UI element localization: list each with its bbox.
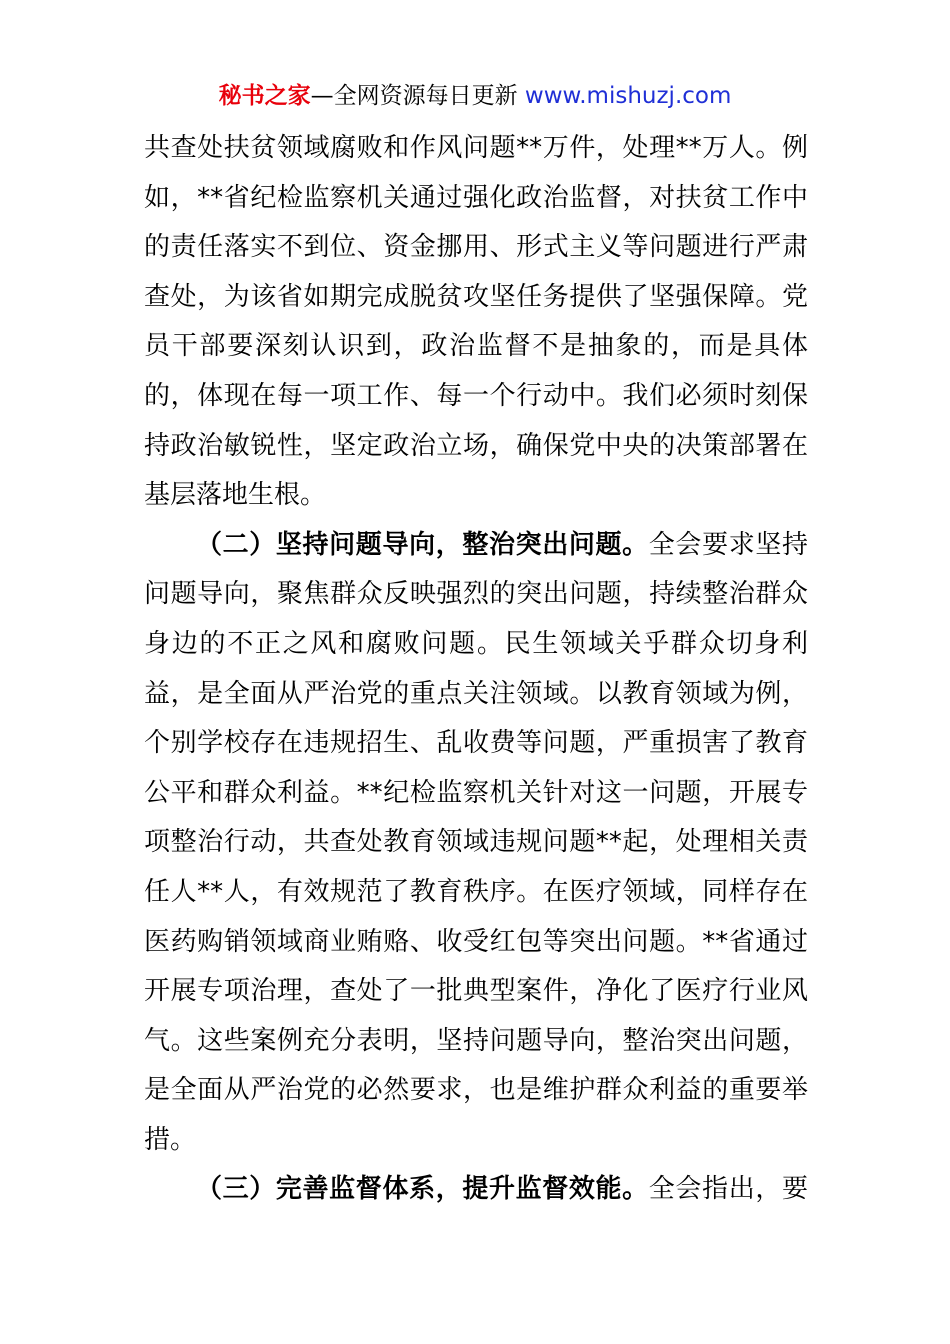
paragraph-line: 基层落地生根。 (144, 480, 327, 511)
paragraph-line: 气。这些案例充分表明，坚持问题导向，整治突出问题， (144, 1025, 808, 1056)
paragraph-line: 查处，为该省如期完成脱贫攻坚任务提供了坚强保障。党 (144, 281, 808, 312)
section-heading-line (144, 1165, 808, 1215)
site-url: www.mishuzj.com (524, 83, 732, 109)
paragraph-line: 项整治行动，共查处教育领域违规问题**起，处理相关责 (144, 827, 808, 858)
paragraph-line: 员干部要深刻认识到，政治监督不是抽象的，而是具体 (144, 331, 808, 362)
paragraph-line: 持政治敏锐性，坚定政治立场，确保党中央的决策部署在 (144, 430, 808, 461)
paragraph-text: 全会要求坚持 (648, 529, 808, 560)
document-body (144, 124, 808, 1215)
header-tagline: —全网资源每日更新 (310, 83, 525, 109)
section-heading-line (144, 521, 808, 571)
paragraph-line: 是全面从严治党的必然要求，也是维护群众利益的重要举 (144, 1075, 808, 1106)
paragraph-line: 公平和群众利益。**纪检监察机关针对这一问题，开展专 (144, 777, 808, 808)
paragraph-line: 共查处扶贫领域腐败和作风问题**万件，处理**万人。例 (144, 133, 808, 163)
paragraph-line: 开展专项治理，查处了一批典型案件，净化了医疗行业风 (144, 976, 808, 1007)
paragraph-line: 如，**省纪检监察机关通过强化政治监督，对扶贫工作中 (144, 182, 808, 213)
paragraph-line: 任人**人，有效规范了教育秩序。在医疗领域，同样存在 (144, 876, 808, 907)
paragraph-text: 全会指出，要 (648, 1174, 808, 1205)
site-header (0, 80, 950, 112)
paragraph-line: 措。 (144, 1124, 197, 1155)
paragraph-line: 问题导向，聚焦群众反映强烈的突出问题，持续整治群众 (144, 579, 808, 610)
section-heading: （二）坚持问题导向，整治突出问题。 (196, 529, 649, 560)
section-heading: （三）完善监督体系，提升监督效能。 (196, 1174, 649, 1205)
paragraph-line: 身边的不正之风和腐败问题。民生领域关乎群众切身利 (144, 628, 808, 659)
brand-name: 秘书之家 (218, 83, 311, 109)
paragraph-line: 的，体现在每一项工作、每一个行动中。我们必须时刻保 (144, 380, 808, 411)
paragraph-line: 个别学校存在违规招生、乱收费等问题，严重损害了教育 (144, 728, 808, 759)
paragraph-line: 益，是全面从严治党的重点关注领域。以教育领域为例， (144, 678, 808, 709)
paragraph-line: 医药购销领域商业贿赂、收受红包等突出问题。**省通过 (144, 926, 808, 957)
paragraph-line: 的责任落实不到位、资金挪用、形式主义等问题进行严肃 (144, 232, 808, 263)
